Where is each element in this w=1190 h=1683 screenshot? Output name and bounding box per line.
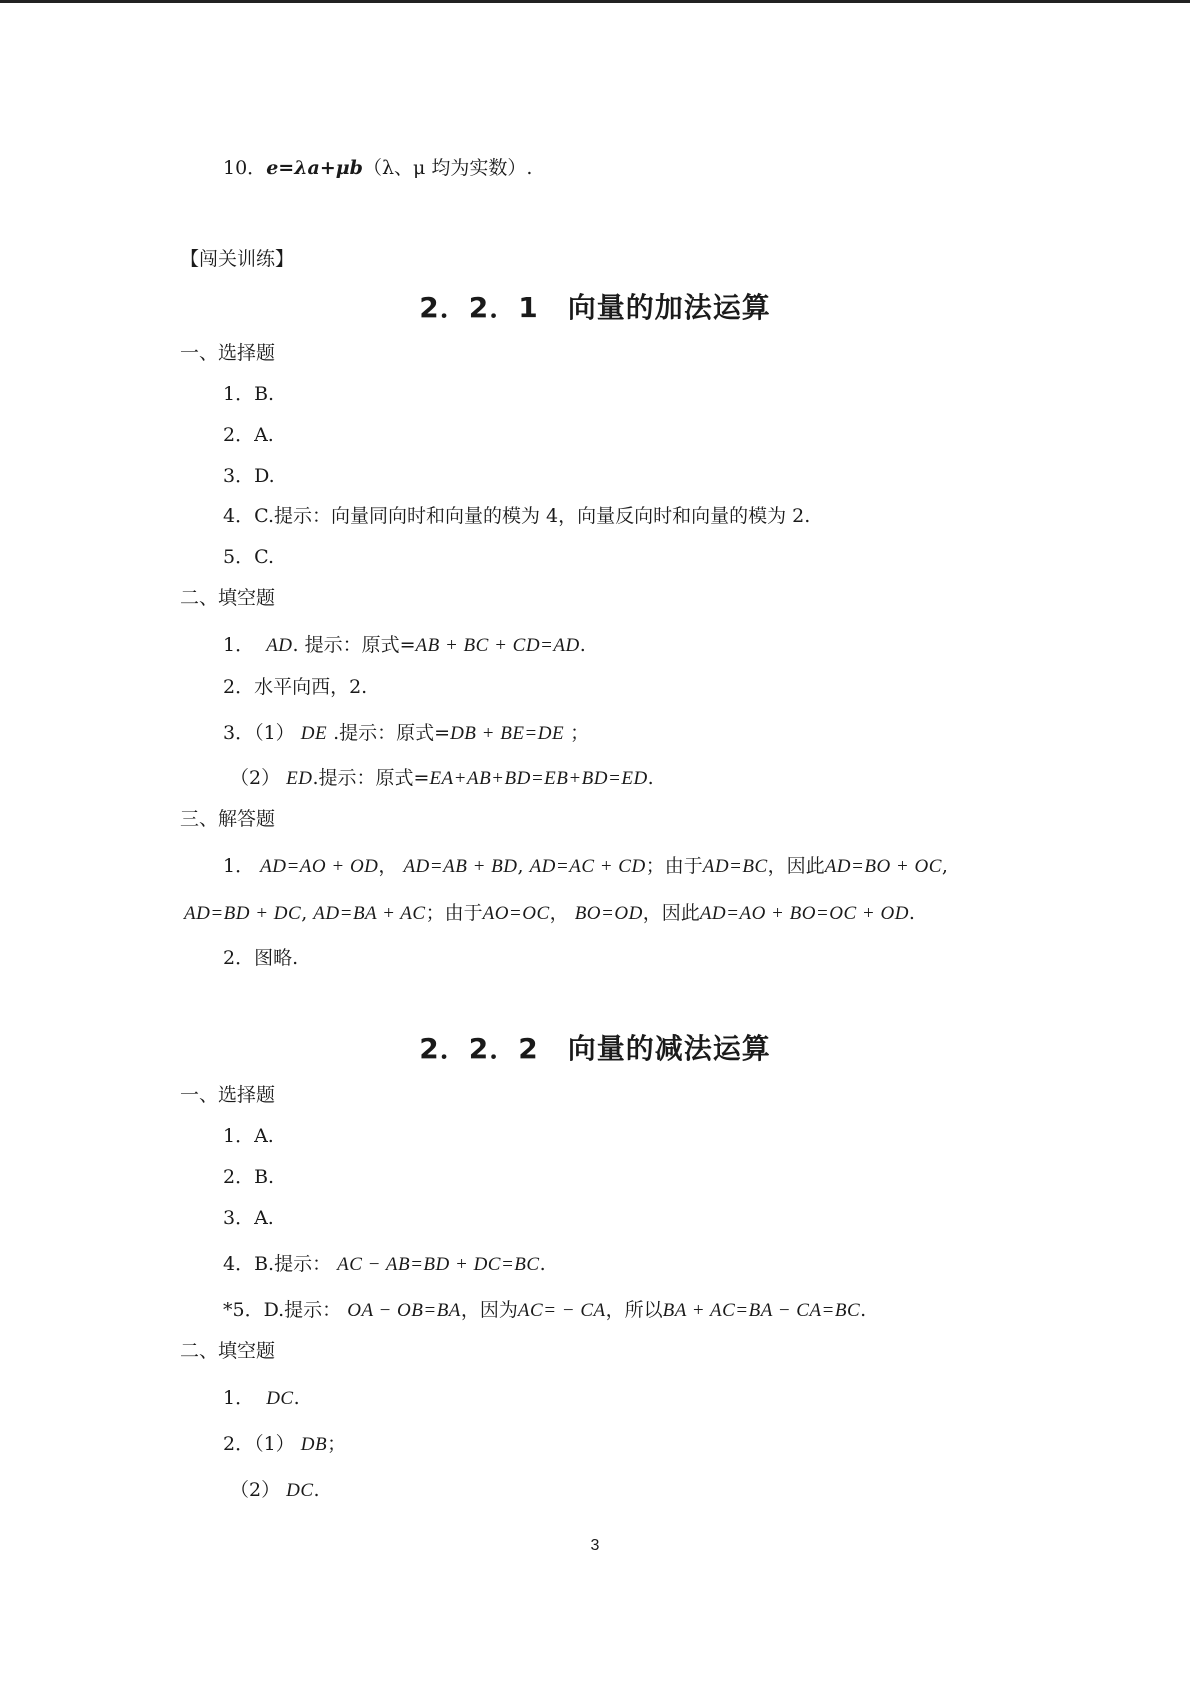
item-note: （λ、μ 均为实数）. bbox=[362, 157, 533, 179]
punct: . bbox=[539, 1253, 546, 1275]
vector-expression: e=λa+μb bbox=[266, 157, 363, 179]
fill-answer-3-2 bbox=[230, 765, 654, 792]
choice-answer-5 bbox=[223, 1297, 866, 1324]
item-number: （2） bbox=[230, 767, 281, 789]
vector-expression: AD=BO + OC bbox=[824, 856, 942, 877]
page-number: 3 bbox=[590, 1537, 600, 1554]
punct: , bbox=[517, 855, 524, 877]
punct: , bbox=[941, 855, 948, 877]
choice-answer-5: 5．C. bbox=[223, 546, 274, 568]
vector-answer: AD bbox=[266, 635, 293, 656]
section-title-2-2-1: 2．2．1 向量的加法运算 bbox=[419, 291, 771, 324]
item-number: 3．（1） bbox=[223, 722, 295, 744]
item-number: 1． bbox=[223, 855, 255, 877]
hint-text: .提示：原式= bbox=[312, 767, 430, 789]
vector-expression: BA + AC=BA − CA=BC bbox=[662, 1300, 861, 1321]
heading-choice: 一、选择题 bbox=[180, 342, 276, 364]
punct: ； bbox=[327, 1433, 347, 1455]
vector-expression: BO=OD bbox=[574, 903, 643, 924]
choice-answer-2: 2．B. bbox=[223, 1166, 275, 1188]
vector-answer: ED bbox=[286, 768, 313, 789]
choice-answer-3: 3．D. bbox=[223, 465, 275, 487]
item-number: （2） bbox=[230, 1479, 281, 1501]
fill-answer-1 bbox=[223, 1385, 300, 1412]
fill-answer-3-1 bbox=[223, 720, 589, 747]
text: ；由于 bbox=[645, 855, 703, 877]
solve-answer-1-line2 bbox=[184, 900, 915, 927]
hint-text: . 提示：原式= bbox=[292, 634, 416, 656]
vector-answer: DB bbox=[300, 1434, 328, 1455]
top-rule bbox=[0, 0, 1190, 3]
text: ，因为 bbox=[460, 1299, 518, 1321]
punct: ， bbox=[378, 855, 398, 877]
solve-answer-2: 2．图略. bbox=[223, 947, 299, 969]
punct: ， bbox=[549, 902, 569, 924]
vector-expression: AD=BC bbox=[702, 856, 768, 877]
choice-answer-3: 3．A. bbox=[223, 1207, 274, 1229]
heading-choice: 一、选择题 bbox=[180, 1084, 276, 1106]
punct: ； bbox=[570, 722, 590, 744]
heading-fill: 二、填空题 bbox=[180, 587, 276, 609]
punct: . bbox=[908, 902, 915, 924]
text: ，因此 bbox=[642, 902, 700, 924]
solve-answer-1-line1 bbox=[223, 853, 948, 880]
vector-expression: OA − OB=BA bbox=[347, 1300, 461, 1321]
fill-answer-2: 2．水平向西，2. bbox=[223, 676, 368, 698]
vector-expression: AC − AB=BD + DC=BC bbox=[337, 1254, 540, 1275]
heading-fill: 二、填空题 bbox=[180, 1340, 276, 1362]
punct: . bbox=[313, 1479, 320, 1501]
choice-answer-2: 2．A. bbox=[223, 424, 274, 446]
text: ；由于 bbox=[425, 902, 483, 924]
fill-answer-2-1 bbox=[223, 1431, 346, 1458]
section-title-2-2-2: 2．2．2 向量的减法运算 bbox=[419, 1032, 771, 1065]
vector-answer: DC bbox=[266, 1388, 294, 1409]
item-number: 1． bbox=[223, 1387, 255, 1409]
choice-answer-4 bbox=[223, 1251, 546, 1278]
item-number: 2．（1） bbox=[223, 1433, 295, 1455]
punct: . bbox=[579, 634, 586, 656]
punct: , bbox=[301, 902, 308, 924]
vector-answer: DC bbox=[286, 1480, 314, 1501]
vector-expression: DB + BE=DE bbox=[450, 723, 565, 744]
item-number: 10． bbox=[223, 157, 267, 179]
punct: . bbox=[647, 767, 654, 789]
vector-expression: AO=OC bbox=[482, 903, 550, 924]
choice-answer-1: 1．A. bbox=[223, 1125, 274, 1147]
fill-answer-1 bbox=[223, 632, 586, 659]
vector-expression: AC= − CA bbox=[517, 1300, 606, 1321]
text: ，因此 bbox=[767, 855, 825, 877]
item-number: *5．D.提示： bbox=[223, 1299, 342, 1321]
vector-expression: AD=AO + BO=OC + OD bbox=[699, 903, 909, 924]
text: ，所以 bbox=[605, 1299, 663, 1321]
vector-expression: AD=BD + DC bbox=[184, 903, 302, 924]
vector-expression: AD=AC + CD bbox=[529, 856, 646, 877]
punct: . bbox=[293, 1387, 300, 1409]
vector-expression: AD=AO + OD bbox=[260, 856, 379, 877]
choice-answer-1: 1．B. bbox=[223, 383, 275, 405]
hint-text: .提示：原式= bbox=[327, 722, 451, 744]
section-label: 【闯关训练】 bbox=[180, 248, 295, 270]
punct: . bbox=[860, 1299, 867, 1321]
vector-answer: DE bbox=[300, 723, 328, 744]
vector-expression: EA+AB+BD=EB+BD=ED bbox=[429, 768, 648, 789]
vector-expression: AB + BC + CD=AD bbox=[415, 635, 580, 656]
heading-solve: 三、解答题 bbox=[180, 808, 276, 830]
fill-answer-2-2 bbox=[230, 1477, 320, 1504]
item-number: 1． bbox=[223, 634, 255, 656]
item-number: 4．B.提示： bbox=[223, 1253, 332, 1275]
choice-answer-4: 4．C.提示：向量同向时和向量的模为 4，向量反向时和向量的模为 2. bbox=[223, 505, 811, 527]
vector-expression: AD=BA + AC bbox=[313, 903, 426, 924]
answer-10 bbox=[223, 155, 532, 181]
vector-expression: AD=AB + BD bbox=[403, 856, 518, 877]
